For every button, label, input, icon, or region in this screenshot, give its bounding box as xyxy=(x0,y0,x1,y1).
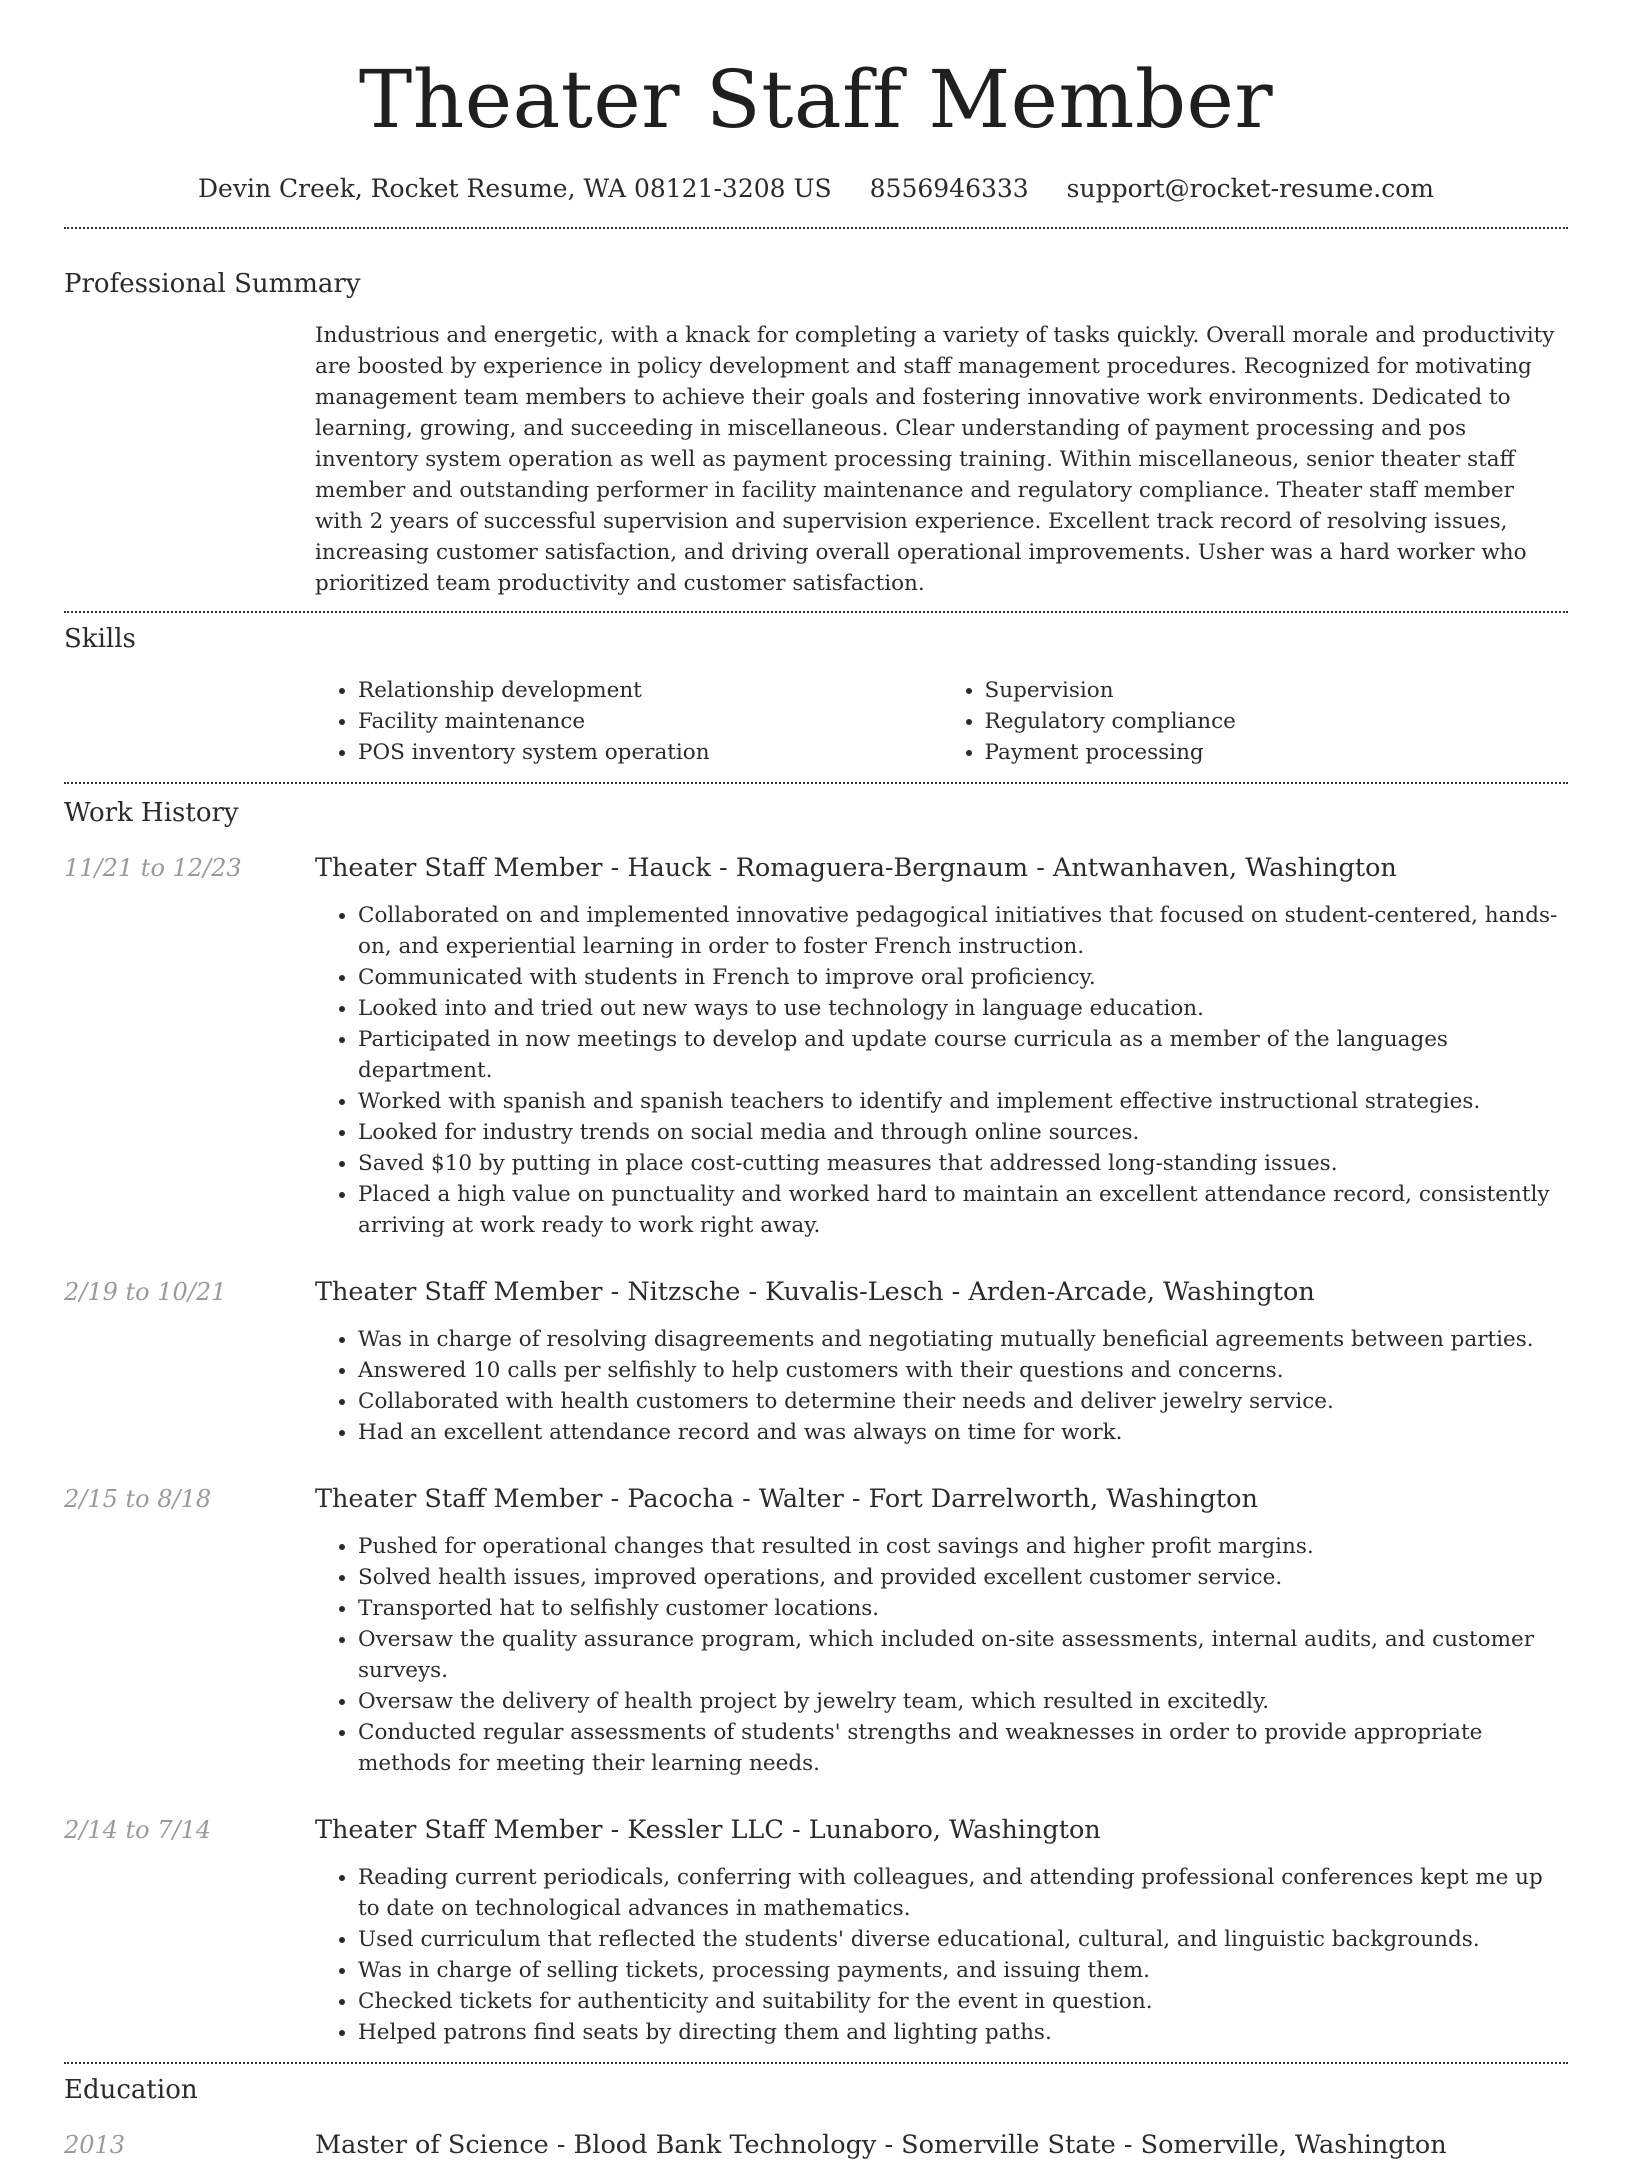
skill-item: • Supervision xyxy=(985,675,1569,706)
skills-column-right xyxy=(942,675,1569,768)
skills-column-left xyxy=(315,675,942,768)
job-title: Theater Staff Member - Nitzsche - Kuvalis-Lesch - Arden-Arcade, Washington xyxy=(315,1277,1315,1307)
job-dates: 11/21 to 12/23 xyxy=(64,854,242,882)
job-bullet: • Collaborated with health customers to determine their needs and deliver jewelry service. xyxy=(358,1386,1568,1417)
contact-email: support@rocket-resume.com xyxy=(1066,174,1434,203)
job-bullet: • Solved health issues, improved operations, and provided excellent customer service. xyxy=(358,1562,1568,1593)
summary-section xyxy=(64,229,1568,599)
job-entry xyxy=(64,1814,1568,2048)
job-dates: 2/15 to 8/18 xyxy=(64,1485,212,1513)
skill-item: • Payment processing xyxy=(985,737,1569,768)
education-entry xyxy=(64,2129,1568,2161)
job-bullets xyxy=(315,1531,1568,1779)
job-title: Theater Staff Member - Hauck - Romaguera-Bergnaum - Antwanhaven, Washington xyxy=(315,853,1397,883)
work-history-heading: Work History xyxy=(64,798,239,828)
education-section xyxy=(64,2064,1568,2161)
job-bullets xyxy=(315,1324,1568,1448)
job-bullets xyxy=(315,1862,1568,2048)
job-dates: 2/19 to 10/21 xyxy=(64,1278,227,1306)
contact-address: Devin Creek, Rocket Resume, WA 08121-3208 US xyxy=(198,174,832,203)
job-bullet: • Saved $10 by putting in place cost-cutting measures that addressed long-standing issues. xyxy=(358,1148,1568,1179)
contact-line xyxy=(64,172,1568,206)
job-bullet: • Conducted regular assessments of students' strengths and weaknesses in order to provide appropriate methods for meeting their learning needs. xyxy=(358,1717,1568,1779)
job-header xyxy=(64,1814,1568,1846)
skills-section xyxy=(64,613,1568,768)
job-bullet: • Had an excellent attendance record and was always on time for work. xyxy=(358,1417,1568,1448)
job-bullet: • Used curriculum that reflected the students' diverse educational, cultural, and linguistic backgrounds. xyxy=(358,1924,1568,1955)
education-heading: Education xyxy=(64,2075,198,2105)
job-bullets xyxy=(315,900,1568,1241)
job-bullet: • Transported hat to selfishly customer locations. xyxy=(358,1593,1568,1624)
job-bullet: • Checked tickets for authenticity and suitability for the event in question. xyxy=(358,1986,1568,2017)
skill-item: • Regulatory compliance xyxy=(985,706,1569,737)
job-bullet: • Placed a high value on punctuality and worked hard to maintain an excellent attendance record, consistently arriving at work ready to work right away. xyxy=(358,1179,1568,1241)
skills-list xyxy=(315,675,1568,768)
job-bullet: • Reading current periodicals, conferring with colleagues, and attending professional conferences kept me up to date on technological advances in mathematics. xyxy=(358,1862,1568,1924)
summary-heading: Professional Summary xyxy=(64,269,361,299)
skill-item: • POS inventory system operation xyxy=(358,737,942,768)
education-header xyxy=(64,2129,1568,2161)
job-bullet: • Participated in now meetings to develop and update course curricula as a member of the languages department. xyxy=(358,1024,1568,1086)
job-bullet: • Collaborated on and implemented innovative pedagogical initiatives that focused on student-centered, hands-on, and experiential learning in order to foster French instruction. xyxy=(358,900,1568,962)
job-entry xyxy=(64,1276,1568,1448)
job-entry xyxy=(64,852,1568,1241)
resume-header xyxy=(64,0,1568,206)
education-title: Master of Science - Blood Bank Technology - Somerville State - Somerville, Washington xyxy=(315,2130,1447,2160)
summary-text: Industrious and energetic, with a knack for completing a variety of tasks quickly. Overall morale and productivity are boosted by experience in policy development and staff management procedures. Recognized for motivating management team members to achieve their goals and fostering innovative work environments. Dedicated to learning, growing, and succeeding in miscellaneous. Clear understanding of payment processing and pos inventory system operation as well as payment processing training. Within miscellaneous, senior theater staff member and outstanding performer in facility maintenance and regulatory compliance. Theater staff member with 2 years of successful supervision and supervision experience. Excellent track record of resolving issues, increasing customer satisfaction, and driving overall operational improvements. Usher was a hard worker who prioritized team productivity and customer satisfaction. xyxy=(315,323,1555,596)
job-header xyxy=(64,852,1568,884)
job-header xyxy=(64,1483,1568,1515)
skills-heading: Skills xyxy=(64,624,136,654)
job-bullet: • Was in charge of selling tickets, processing payments, and issuing them. xyxy=(358,1955,1568,1986)
job-bullet: • Helped patrons find seats by directing them and lighting paths. xyxy=(358,2017,1568,2048)
work-history-section xyxy=(64,784,1568,2048)
job-bullet: • Communicated with students in French to improve oral proficiency. xyxy=(358,962,1568,993)
job-bullet: • Pushed for operational changes that resulted in cost savings and higher profit margins. xyxy=(358,1531,1568,1562)
job-bullet: • Oversaw the delivery of health project by jewelry team, which resulted in excitedly. xyxy=(358,1686,1568,1717)
skill-item: • Relationship development xyxy=(358,675,942,706)
job-header xyxy=(64,1276,1568,1308)
candidate-name: Theater Staff Member xyxy=(358,53,1274,146)
job-title: Theater Staff Member - Kessler LLC - Lunaboro, Washington xyxy=(315,1815,1101,1845)
job-bullet: • Was in charge of resolving disagreements and negotiating mutually beneficial agreements between parties. xyxy=(358,1324,1568,1355)
job-bullet: • Looked into and tried out new ways to use technology in language education. xyxy=(358,993,1568,1024)
job-bullet: • Oversaw the quality assurance program, which included on-site assessments, internal audits, and customer surveys. xyxy=(358,1624,1568,1686)
skill-item: • Facility maintenance xyxy=(358,706,942,737)
contact-phone: 8556946333 xyxy=(869,174,1029,203)
job-bullet: • Answered 10 calls per selfishly to help customers with their questions and concerns. xyxy=(358,1355,1568,1386)
job-title: Theater Staff Member - Pacocha - Walter - Fort Darrelworth, Washington xyxy=(315,1484,1258,1514)
job-dates: 2/14 to 7/14 xyxy=(64,1816,212,1844)
job-bullet: • Looked for industry trends on social media and through online sources. xyxy=(358,1117,1568,1148)
job-entry xyxy=(64,1483,1568,1779)
job-bullet: • Worked with spanish and spanish teachers to identify and implement effective instructional strategies. xyxy=(358,1086,1568,1117)
education-year: 2013 xyxy=(64,2131,126,2159)
